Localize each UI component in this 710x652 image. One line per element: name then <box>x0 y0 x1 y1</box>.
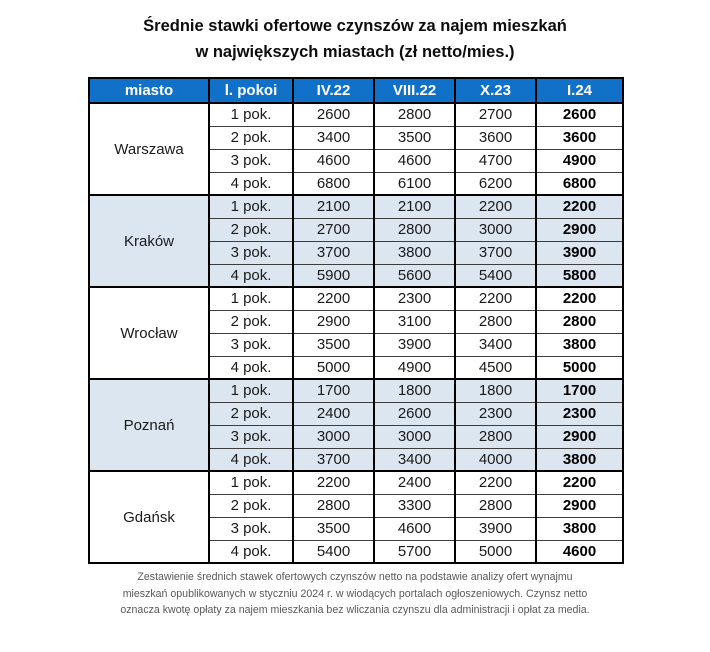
column-header-x23: X.23 <box>455 78 536 103</box>
value-cell: 4900 <box>374 356 455 379</box>
value-cell: 3800 <box>536 448 623 471</box>
value-cell: 4600 <box>536 540 623 563</box>
value-cell: 2800 <box>455 310 536 333</box>
value-cell: 2300 <box>455 402 536 425</box>
value-cell: 6800 <box>293 172 374 195</box>
value-cell: 3100 <box>374 310 455 333</box>
value-cell: 2600 <box>536 103 623 126</box>
value-cell: 2800 <box>455 494 536 517</box>
value-cell: 4900 <box>536 149 623 172</box>
value-cell: 4500 <box>455 356 536 379</box>
table-row <box>89 287 623 310</box>
table-row <box>89 195 623 218</box>
value-cell: 3500 <box>374 126 455 149</box>
page-title <box>0 0 710 65</box>
value-cell: 2200 <box>536 471 623 494</box>
value-cell: 2600 <box>293 103 374 126</box>
rooms-cell: 4 pok. <box>209 540 293 563</box>
value-cell: 3900 <box>455 517 536 540</box>
city-cell: Gdańsk <box>89 471 209 563</box>
rooms-cell: 4 pok. <box>209 172 293 195</box>
value-cell: 3700 <box>293 448 374 471</box>
value-cell: 3400 <box>455 333 536 356</box>
rooms-cell: 2 pok. <box>209 218 293 241</box>
value-cell: 2200 <box>536 195 623 218</box>
city-cell: Wrocław <box>89 287 209 379</box>
value-cell: 3400 <box>293 126 374 149</box>
value-cell: 3500 <box>293 333 374 356</box>
value-cell: 5600 <box>374 264 455 287</box>
value-cell: 2400 <box>374 471 455 494</box>
value-cell: 6800 <box>536 172 623 195</box>
value-cell: 2800 <box>455 425 536 448</box>
value-cell: 5000 <box>455 540 536 563</box>
rooms-cell: 3 pok. <box>209 517 293 540</box>
value-cell: 3700 <box>293 241 374 264</box>
value-cell: 3600 <box>455 126 536 149</box>
value-cell: 6100 <box>374 172 455 195</box>
value-cell: 4600 <box>293 149 374 172</box>
rooms-cell: 1 pok. <box>209 287 293 310</box>
page-title-line-1: Średnie stawki ofertowe czynszów za najem mieszkań <box>143 17 567 35</box>
value-cell: 3500 <box>293 517 374 540</box>
rooms-cell: 4 pok. <box>209 264 293 287</box>
value-cell: 2700 <box>455 103 536 126</box>
value-cell: 4600 <box>374 517 455 540</box>
rooms-cell: 1 pok. <box>209 103 293 126</box>
value-cell: 5400 <box>455 264 536 287</box>
value-cell: 5700 <box>374 540 455 563</box>
value-cell: 5900 <box>293 264 374 287</box>
table-header <box>89 78 623 103</box>
value-cell: 3900 <box>374 333 455 356</box>
footer-note <box>63 569 647 619</box>
rooms-cell: 4 pok. <box>209 356 293 379</box>
rooms-cell: 3 pok. <box>209 333 293 356</box>
value-cell: 5800 <box>536 264 623 287</box>
value-cell: 3900 <box>536 241 623 264</box>
page-title-line-2: w największych miastach (zł netto/mies.) <box>195 43 515 61</box>
column-header-iv22: IV.22 <box>293 78 374 103</box>
table-row <box>89 471 623 494</box>
value-cell: 3800 <box>374 241 455 264</box>
value-cell: 2800 <box>374 103 455 126</box>
rooms-cell: 2 pok. <box>209 402 293 425</box>
value-cell: 2600 <box>374 402 455 425</box>
value-cell: 3400 <box>374 448 455 471</box>
value-cell: 2100 <box>293 195 374 218</box>
value-cell: 3700 <box>455 241 536 264</box>
value-cell: 2200 <box>455 195 536 218</box>
value-cell: 2200 <box>455 471 536 494</box>
footer-note-line-2: mieszkań opublikowanych w styczniu 2024 r. w wiodących portalach ogłoszeniowych. Czynsz netto <box>122 587 588 600</box>
value-cell: 3000 <box>374 425 455 448</box>
value-cell: 5000 <box>536 356 623 379</box>
table-row <box>89 379 623 402</box>
rooms-cell: 1 pok. <box>209 379 293 402</box>
footer-note-line-1: Zestawienie średnich stawek ofertowych czynszów netto na podstawie analizy ofert wynajmu <box>137 571 573 583</box>
table-body <box>89 103 623 563</box>
value-cell: 2100 <box>374 195 455 218</box>
value-cell: 2900 <box>536 425 623 448</box>
value-cell: 3000 <box>293 425 374 448</box>
header-row <box>89 78 623 103</box>
value-cell: 3800 <box>536 333 623 356</box>
value-cell: 2200 <box>455 287 536 310</box>
value-cell: 2200 <box>293 471 374 494</box>
value-cell: 4700 <box>455 149 536 172</box>
value-cell: 3800 <box>536 517 623 540</box>
value-cell: 3600 <box>536 126 623 149</box>
rent-rates-table <box>88 77 624 564</box>
column-header-pokoi: l. pokoi <box>209 78 293 103</box>
value-cell: 2300 <box>536 402 623 425</box>
rooms-cell: 1 pok. <box>209 471 293 494</box>
value-cell: 2800 <box>374 218 455 241</box>
column-header-i24: I.24 <box>536 78 623 103</box>
rooms-cell: 3 pok. <box>209 149 293 172</box>
column-header-miasto: miasto <box>89 78 209 103</box>
value-cell: 2200 <box>536 287 623 310</box>
value-cell: 3000 <box>455 218 536 241</box>
city-cell: Kraków <box>89 195 209 287</box>
value-cell: 2700 <box>293 218 374 241</box>
value-cell: 1700 <box>293 379 374 402</box>
value-cell: 4600 <box>374 149 455 172</box>
rooms-cell: 3 pok. <box>209 425 293 448</box>
value-cell: 2800 <box>293 494 374 517</box>
value-cell: 5400 <box>293 540 374 563</box>
value-cell: 5000 <box>293 356 374 379</box>
city-cell: Poznań <box>89 379 209 471</box>
value-cell: 1700 <box>536 379 623 402</box>
value-cell: 2900 <box>536 494 623 517</box>
rooms-cell: 2 pok. <box>209 494 293 517</box>
city-cell: Warszawa <box>89 103 209 195</box>
rooms-cell: 1 pok. <box>209 195 293 218</box>
rooms-cell: 4 pok. <box>209 448 293 471</box>
value-cell: 1800 <box>374 379 455 402</box>
value-cell: 2400 <box>293 402 374 425</box>
value-cell: 4000 <box>455 448 536 471</box>
rooms-cell: 3 pok. <box>209 241 293 264</box>
value-cell: 2900 <box>293 310 374 333</box>
value-cell: 2800 <box>536 310 623 333</box>
value-cell: 2900 <box>536 218 623 241</box>
column-header-viii22: VIII.22 <box>374 78 455 103</box>
value-cell: 2300 <box>374 287 455 310</box>
footer-note-line-3: oznacza kwotę opłaty za najem mieszkania bez wliczania czynszu dla administracji i opłat za media. <box>120 604 590 616</box>
value-cell: 2200 <box>293 287 374 310</box>
rooms-cell: 2 pok. <box>209 126 293 149</box>
table-row <box>89 103 623 126</box>
rooms-cell: 2 pok. <box>209 310 293 333</box>
value-cell: 6200 <box>455 172 536 195</box>
value-cell: 3300 <box>374 494 455 517</box>
value-cell: 1800 <box>455 379 536 402</box>
